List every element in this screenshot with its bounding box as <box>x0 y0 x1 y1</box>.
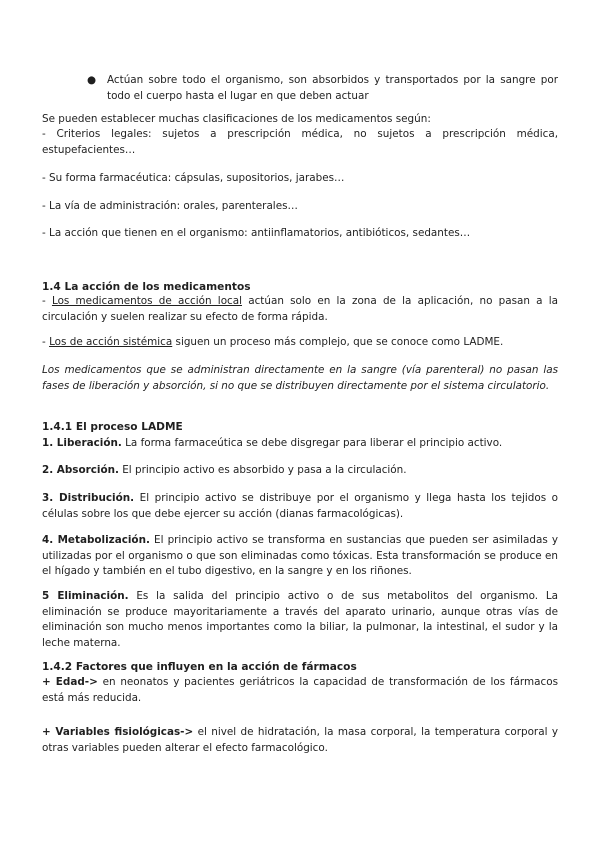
classification-legal: - Criterios legales: sujetos a prescripción médica, no sujetos a prescripción médica, estupefacientes… <box>42 128 558 156</box>
ladme-step-distribucion <box>42 491 558 522</box>
step-text: La forma farmaceútica se debe disgregar para liberar el principio activo. <box>121 437 503 449</box>
local-action-text: actúan solo en la zona de la aplicación, no pasan a la circulación y suelen realizar su efecto de forma rápida. <box>42 295 558 323</box>
bullet-text: Actúan sobre todo el organismo, son absorbidos y transportados por la sangre por todo el cuerpo hasta el lugar en que deben actuar <box>107 74 558 102</box>
step-text: Es la salida del principio activo o de sus metabolitos del organismo. La eliminación se produce mayoritariamente a través del aparato urinario, aunque otras vías de eliminación son mucho menos importantes como la biliar, la pulmonar, la intestinal, el sudor y la leche materna. <box>42 590 558 649</box>
classifications-intro: Se pueden establecer muchas clasificaciones de los medicamentos según: <box>42 113 431 125</box>
ladme-step-eliminacion <box>42 589 558 651</box>
step-text: El principio activo es absorbido y pasa a la circulación. <box>118 464 407 476</box>
step-text: El principio activo se distribuye por el organismo y llega hasta los tejidos o células sobre los que debe ejercer su acción (dianas farmacológicas). <box>42 492 558 520</box>
ladme-step-metabolizacion <box>42 533 558 580</box>
step-label: 1. Liberación. <box>42 437 122 449</box>
classification-action: - La acción que tienen en el organismo: antiinflamatorios, antibióticos, sedantes… <box>42 227 471 239</box>
bullet-dot-icon: ● <box>87 74 97 86</box>
classification-route: - La vía de administración: orales, parenterales… <box>42 200 298 212</box>
bullet-item <box>87 73 558 104</box>
ladme-step-absorcion <box>42 463 558 479</box>
parenteral-note: Los medicamentos que se administran directamente en la sangre (vía parenteral) no pasan las fases de liberación y absorción, si no que se distribuyen directamente por el sistema circulatorio. <box>42 364 558 392</box>
factor-variables-fisiologicas <box>42 725 558 756</box>
step-label: 5 Eliminación. <box>42 590 129 602</box>
factor-edad <box>42 675 558 706</box>
systemic-action-paragraph <box>42 335 558 351</box>
step-text: El principio activo se transforma en sustancias que pueden ser asimiladas y utilizadas por el organismo o que son eliminadas como tóxicas. Esta transformación se produce en el hígado y también en el tubo digestivo, en la sangre y en los riñones. <box>42 534 559 577</box>
section-title-1-4: 1.4 La acción de los medicamentos <box>42 281 251 293</box>
local-action-paragraph <box>42 294 558 325</box>
step-label: 2. Absorción. <box>42 464 119 476</box>
local-action-term: Los medicamentos de acción local <box>51 295 243 307</box>
factor-text: en neonatos y pacientes geriátricos la capacidad de transformación de los fármacos está más reducida. <box>42 676 558 704</box>
factor-text: el nivel de hidratación, la masa corporal, la temperatura corporal y otras variables pueden alterar el efecto farmacológico. <box>42 726 558 754</box>
factor-label: + Edad-> <box>42 676 98 688</box>
systemic-action-term: Los de acción sistémica <box>49 336 173 348</box>
systemic-action-text: siguen un proceso más complejo, que se conoce como LADME. <box>172 336 504 348</box>
classification-form: - Su forma farmacéutica: cápsulas, supositorios, jarabes… <box>42 172 345 184</box>
local-prefix: - <box>42 295 52 307</box>
step-label: 3. Distribución. <box>42 492 135 504</box>
factor-label: + Variables fisiológicas-> <box>42 726 194 738</box>
ladme-step-liberacion <box>42 436 558 452</box>
section-title-1-4-2: 1.4.2 Factores que influyen en la acción de fármacos <box>42 661 357 673</box>
step-label: 4. Metabolización. <box>42 534 150 546</box>
systemic-prefix: - <box>42 336 50 348</box>
section-title-1-4-1: 1.4.1 El proceso LADME <box>42 421 183 433</box>
